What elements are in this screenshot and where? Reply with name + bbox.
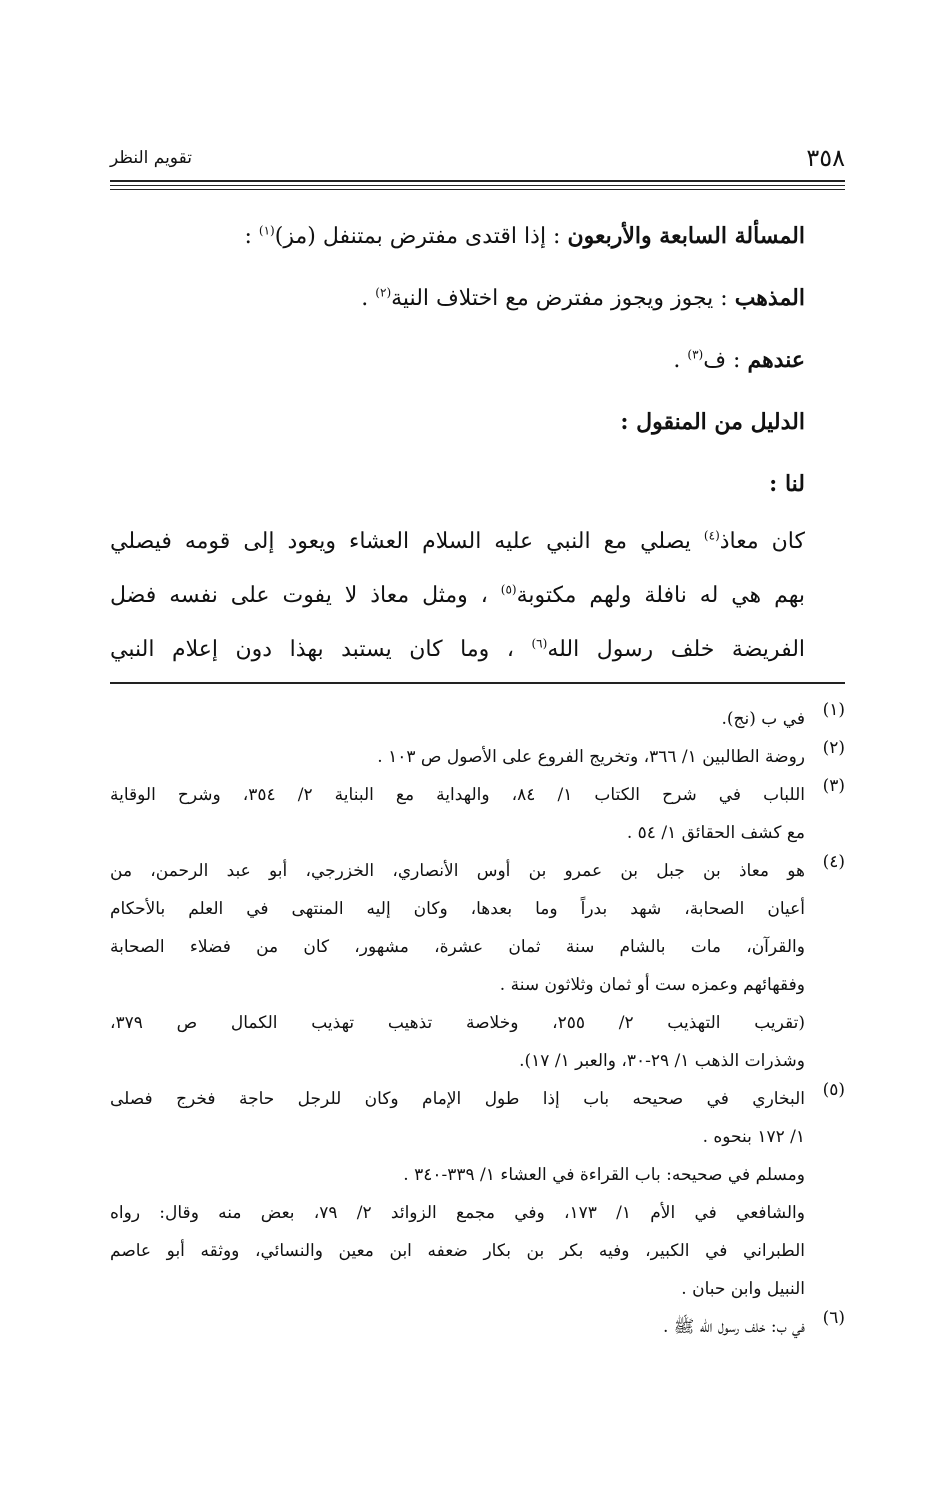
footnote-ref[interactable]: (٣) <box>687 347 704 362</box>
footnote-5: (٥) البخاري في صحيحه باب إذا طول الإمام وكان للرجل حاجة فخرج فصلى ١/ ١٧٢ بنحوه . ومسلم في صحيحه: باب القراءة في العشاء ١/ ٣٣٩-٣٤٠ . والشافعي في الأم ١/ ١٧٣، وفي مجمع الزوائد ٢/ ٧٩، بعض منه وقال: رواه الطبراني في الكبير، وفيه بكر بن بكار ضعفه ابن معين والنسائي، ووثقه أبو عاصم النبيل وابن حبان . <box>110 1080 845 1299</box>
footnote-ref[interactable]: (٦) <box>531 636 548 651</box>
footnote-ref[interactable]: (١) <box>258 223 275 238</box>
footnote-number: (٥) <box>822 1080 845 1100</box>
footnote-3: (٣) اللباب في شرح الكتاب ١/ ٨٤، والهداية مع البناية ٢/ ٣٥٤، وشرح الوقاية مع كشف الحقائق ١/ ٥٤ . <box>110 776 845 843</box>
running-title: تقويم النظر <box>110 148 192 168</box>
header-rule <box>110 180 845 182</box>
footnote-number: (٦) <box>822 1308 845 1328</box>
footnote-4: (٤) هو معاذ بن جبل بن عمرو بن أوس الأنصاري، الخزرجي، أبو عبد الرحمن، من أعيان الصحابة، شهد بدراً وما بعدها، وكان إليه المنتهى في العلم بالأحكام والقرآن، مات بالشام سنة ثمان عشرة، مشهور، كان من فضلاء الصحابة وفقهائهم وعمزه ست أو ثمان وثلاثون سنة . (تقريب التهذيب ٢/ ٢٥٥، وخلاصة تذهيب تهذيب الكمال ص ٣٧٩، وشذرات الذهب ١/ ٢٩-٣٠، والعبر ١/ ١٧). <box>110 852 845 1071</box>
footnote-ref[interactable]: (٢) <box>375 285 392 300</box>
page-header <box>110 140 845 180</box>
for-us-heading: لنا : <box>769 471 805 497</box>
their-view-line: عندهم : ف$^{(٣)}$ . <box>673 347 805 373</box>
header-rule <box>110 189 845 190</box>
footnote-number: (٢) <box>822 738 845 758</box>
evidence-heading: الدليل من المنقول : <box>620 409 805 435</box>
footnote-number: (٤) <box>822 852 845 872</box>
main-text <box>110 205 805 677</box>
footnote-ref[interactable]: (٤) <box>703 528 720 543</box>
footnote-separator <box>110 682 845 684</box>
issue-heading: المسألة السابعة والأربعون : إذا اقتدى مفترض بمتنفل (مز)$^{(١)}$ : <box>244 223 805 249</box>
body-paragraph-line: بهم هي له نافلة ولهم مكتوبة$^{(٥)}$ ، ومثل معاذ لا يفوت على نفسه فضل <box>110 582 805 608</box>
footnote-number: (٣) <box>822 776 845 796</box>
body-paragraph-line: كان معاذ$^{(٤)}$ يصلي مع النبي عليه السلام العشاء ويعود إلى قومه فيصلي <box>110 528 805 554</box>
body-paragraph-line: الفريضة خلف رسول الله$^{(٦)}$ ، وما كان يستبد بهذا دون إعلام النبي <box>110 636 805 662</box>
footnote-1: (١) في ب (نج). <box>721 700 845 729</box>
doctrine-line: المذهب : يجوز ويجوز مفترض مع اختلاف النية$^{(٢)}$ . <box>361 285 805 311</box>
footnotes <box>110 700 845 1346</box>
footnote-2: (٢) روضة الطالبين ١/ ٣٦٦، وتخريج الفروع على الأصول ص ١٠٣ . <box>377 738 845 767</box>
footnote-number: (١) <box>822 700 845 720</box>
footnote-6: (٦) في ب: خلف رسول الله ﷺ . <box>662 1308 845 1337</box>
footnote-ref[interactable]: (٥) <box>500 582 517 597</box>
page-number: ٣٥٨ <box>806 144 845 172</box>
header-rule <box>110 185 845 186</box>
